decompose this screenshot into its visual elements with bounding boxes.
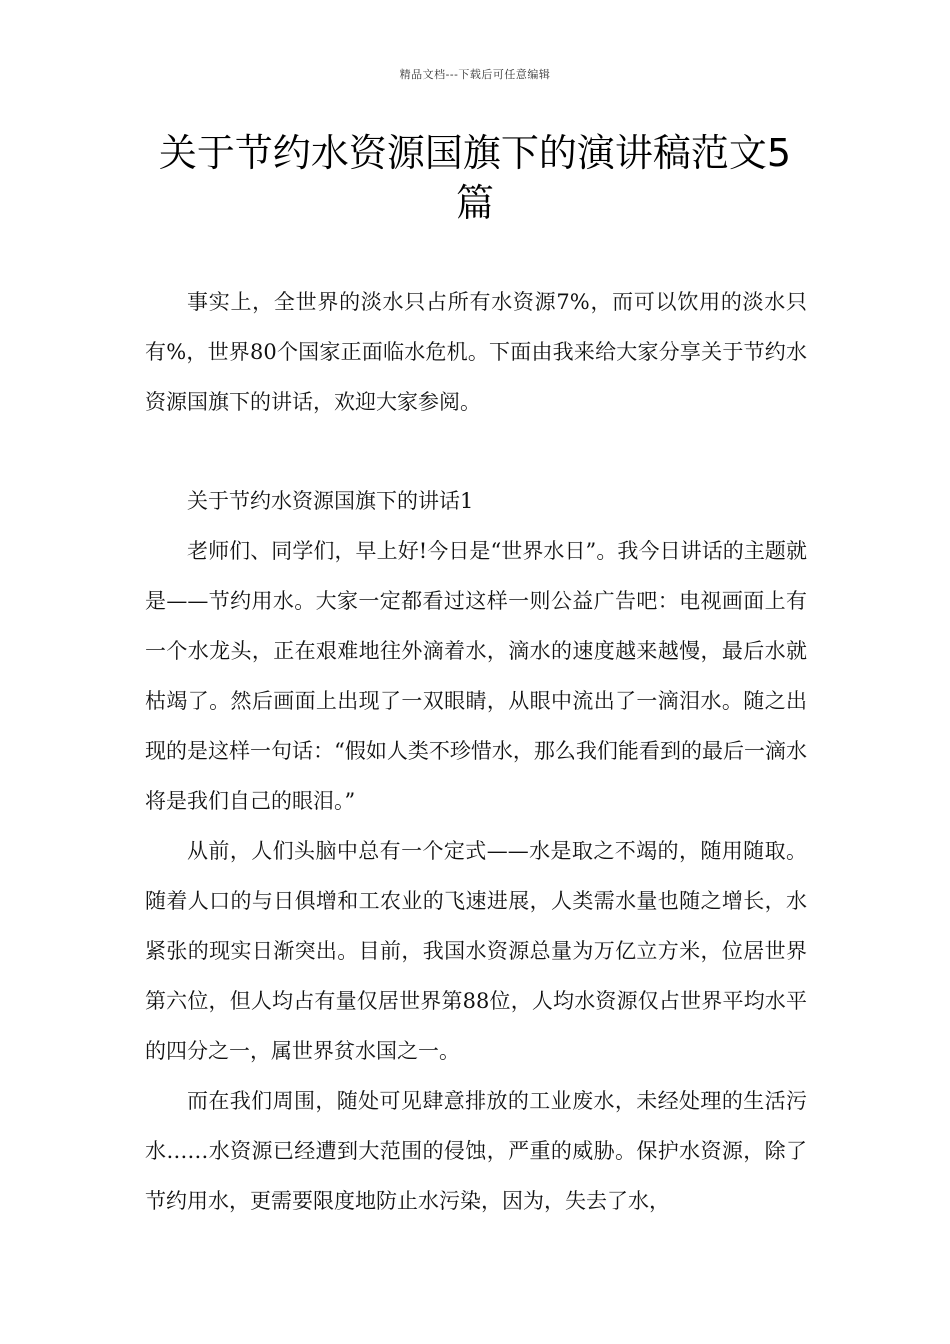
intro-paragraph: 事实上，全世界的淡水只占所有水资源7%，而可以饮用的淡水只有%，世界80个国家正面临水危机。下面由我来给大家分享关于节约水资源国旗下的讲话，欢迎大家参阅。 <box>145 290 807 414</box>
header-note: 精品文档---下载后可任意编辑 <box>399 68 551 81</box>
body-paragraph: 老师们、同学们，早上好!今日是“世界水日”。我今日讲话的主题就是——节约用水。大家一定都看过这样一则公益广告吧：电视画面上有一个水龙头，正在艰难地往外滴着水，滴水的速度越来越慢，最后水就枯竭了。然后画面上出现了一双眼睛，从眼中流出了一滴泪水。随之出现的是这样一句话：“假如人类不珍惜水，那么我们能看到的最后一滴水将是我们自己的眼泪。” <box>145 539 807 813</box>
speech-section <box>145 476 807 1226</box>
body-paragraph: 而在我们周围，随处可见肆意排放的工业废水，未经处理的生活污水……水资源已经遭到大范围的侵蚀，严重的威胁。保护水资源，除了节约用水，更需要限度地防止水污染，因为，失去了水， <box>145 1089 807 1213</box>
section-heading: 关于节约水资源国旗下的讲话1 <box>187 489 474 513</box>
document-title: 关于节约水资源国旗下的演讲稿范文5篇 <box>158 131 792 225</box>
body-paragraph: 从前，人们头脑中总有一个定式——水是取之不竭的，随用随取。随着人口的与日俱增和工农业的飞速进展，人类需水量也随之增长，水紧张的现实日渐突出。目前，我国水资源总量为万亿立方米，位居世界第六位，但人均占有量仅居世界第88位，人均水资源仅占世界平均水平的四分之一，属世界贫水国之一。 <box>145 839 807 1063</box>
intro-block <box>145 277 807 427</box>
